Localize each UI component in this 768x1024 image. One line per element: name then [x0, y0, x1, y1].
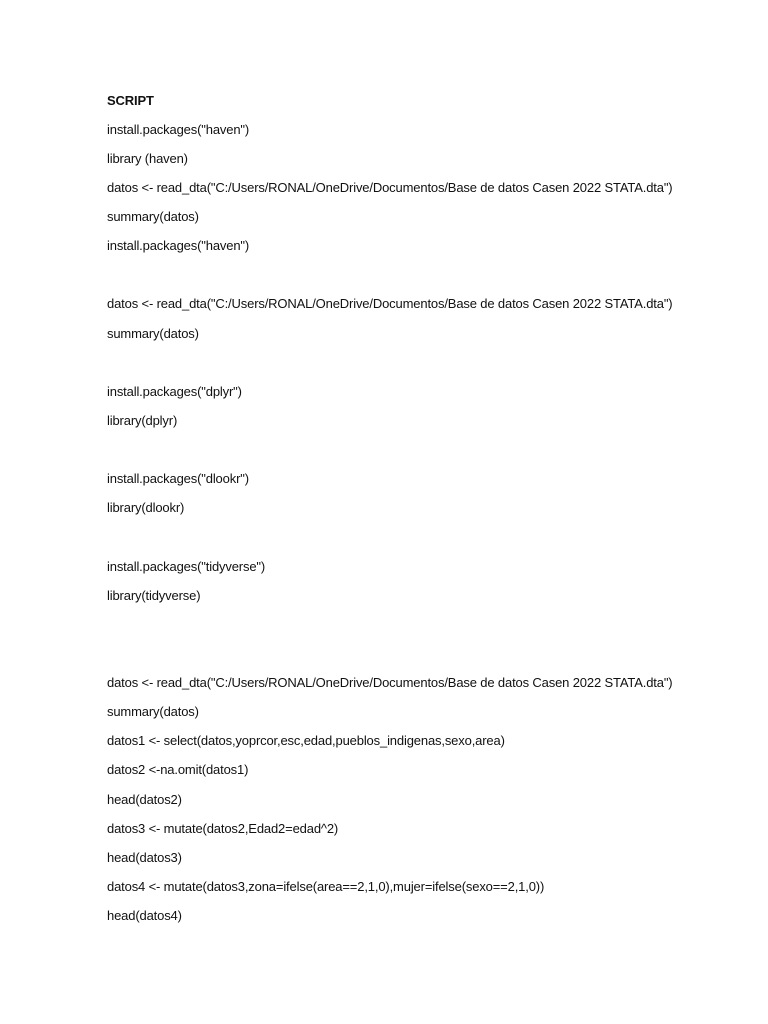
code-line: install.packages("dplyr")	[107, 384, 242, 399]
code-line: summary(datos)	[107, 326, 199, 341]
code-line: install.packages("haven")	[107, 238, 250, 253]
code-line: head(datos4)	[107, 908, 182, 923]
code-line: install.packages("haven")	[107, 122, 250, 137]
code-line: library(tidyverse)	[107, 588, 201, 603]
code-line: datos <- read_dta("C:/Users/RONAL/OneDrive/Documentos/Base de datos Casen 2022 STATA.dta")	[107, 675, 673, 690]
script-title: SCRIPT	[107, 93, 154, 108]
code-line: datos4 <- mutate(datos3,zona=ifelse(area==2,1,0),mujer=ifelse(sexo==2,1,0))	[107, 879, 545, 894]
code-line: datos2 <-na.omit(datos1)	[107, 762, 249, 777]
code-line: datos3 <- mutate(datos2,Edad2=edad^2)	[107, 821, 339, 836]
code-line: summary(datos)	[107, 209, 199, 224]
code-line: install.packages("dlookr")	[107, 471, 249, 486]
code-line: install.packages("tidyverse")	[107, 559, 266, 574]
code-line: datos <- read_dta("C:/Users/RONAL/OneDrive/Documentos/Base de datos Casen 2022 STATA.dta")	[107, 296, 673, 311]
code-line: summary(datos)	[107, 704, 199, 719]
code-line: library(dlookr)	[107, 500, 185, 515]
code-line: head(datos2)	[107, 792, 182, 807]
code-line: datos1 <- select(datos,yoprcor,esc,edad,pueblos_indigenas,sexo,area)	[107, 733, 505, 748]
code-line: datos <- read_dta("C:/Users/RONAL/OneDrive/Documentos/Base de datos Casen 2022 STATA.dta")	[107, 180, 673, 195]
code-line: library(dplyr)	[107, 413, 178, 428]
code-line: library (haven)	[107, 151, 188, 166]
code-line: head(datos3)	[107, 850, 182, 865]
